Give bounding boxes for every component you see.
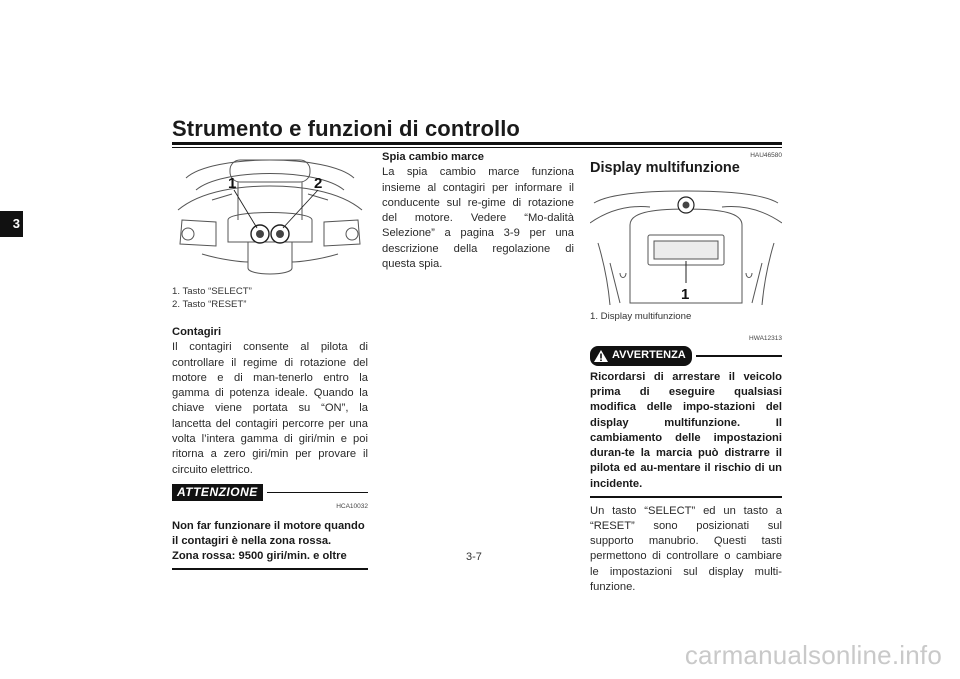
page-number: 3-7 (466, 551, 482, 563)
notice-code: HCA10032 (336, 503, 368, 511)
section-code: HAU46580 (750, 152, 782, 159)
body-text: Un tasto “SELECT” ed un tasto a “RESET” sono posizionati sul supporto manubrio. Questi tasti permettono di controllare o cambiare le impostazioni sul display multi-funzione. (590, 504, 782, 594)
notice-text: Non far funzionare il motore quando il contagiri è nella zona rossa. (172, 519, 365, 547)
notice-label: ATTENZIONE (172, 484, 263, 501)
notice-rule (267, 492, 368, 494)
column-middle (382, 150, 574, 272)
warning-code: HWA12313 (749, 335, 782, 343)
callout-1: 1 (228, 175, 237, 192)
handlebar-switches-figure (172, 150, 368, 280)
watermark: carmanualsonline.info (684, 640, 942, 670)
warning-header (590, 346, 782, 365)
section-heading-tachometer: Contagiri (172, 326, 222, 338)
figure-caption: 2. Tasto “RESET” (172, 298, 247, 310)
section-heading-multifunction: Display multifunzione (590, 160, 740, 177)
warning-triangle-icon (594, 350, 608, 362)
chapter-tab: 3 (0, 211, 23, 237)
figure-caption: 1. Tasto “SELECT” (172, 286, 252, 297)
body-text: La spia cambio marce funziona insieme al contagiri per informare il conducente sul re-gime di rotazione del motore. Vedere “Mo-dalità Selezione” a pagina 3-9 per una descrizione della regolazione di questa spia. (382, 166, 574, 271)
section-heading-shift-light: Spia cambio marce (382, 151, 484, 163)
multifunction-display-figure (590, 183, 782, 305)
notice-end-rule (172, 568, 368, 570)
notice-text: Zona rossa: 9500 giri/min. e oltre (172, 550, 347, 563)
column-right (590, 150, 782, 595)
callout-1: 1 (681, 285, 690, 303)
warning-label: AVVERTENZA (612, 349, 686, 362)
body-text: Il contagiri consente al pilota di controllare il regime di rotazione del motore e di man-tenerlo entro la gamma di potenza ideale. Quando la chiave viene portata su “ON”, la lancetta del contagiri percorre per una volta l’intera gamma di giri/min e poi ritorna a zero giri/min per provare il circuito elettrico. (172, 341, 368, 476)
page-title: Strumento e funzioni di controllo (172, 116, 520, 141)
header-rule (172, 142, 782, 145)
warning-end-rule (590, 496, 782, 498)
callout-2: 2 (314, 175, 323, 192)
column-left (172, 150, 368, 570)
warning-text: Ricordarsi di arrestare il veicolo prima di eseguire qualsiasi modifica delle impo-stazioni del display multifunzione. Il cambiamento delle impostazioni duran-te la marcia può distrarre il pilota ed au-mentare il rischio di un incidente. (590, 370, 782, 490)
warning-label-badge (590, 346, 692, 365)
warning-rule (696, 355, 782, 357)
figure-caption: 1. Display multifunzione (590, 310, 692, 322)
